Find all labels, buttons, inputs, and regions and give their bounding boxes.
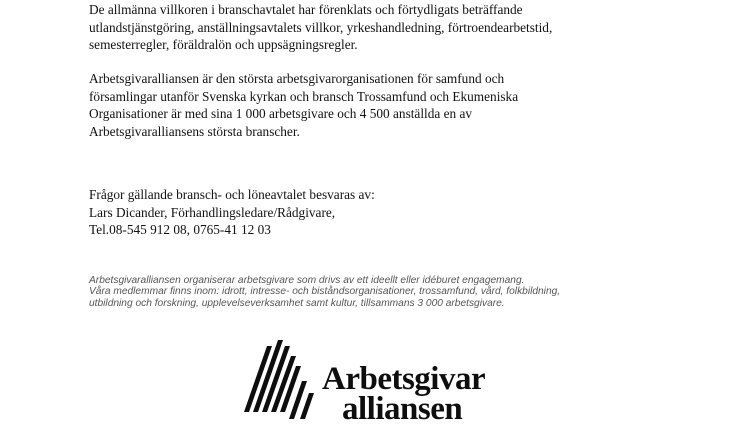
logo-line-2: alliansen xyxy=(342,391,463,427)
footer-line: utbildning och forskning, upplevelseverksamhet samt kultur, tillsammans 3 000 arbetsgivare. xyxy=(89,297,505,309)
text-line: semesterregler, föräldralön och uppsägningsregler. xyxy=(89,37,358,53)
footer-note xyxy=(89,275,709,309)
about-paragraph xyxy=(89,70,709,140)
text-line: Organisationer är med sina 1 000 arbetsgivare och 4 500 anställda en av xyxy=(89,106,473,122)
text-line: Arbetsgivaralliansens största branscher. xyxy=(89,123,300,139)
text-line: församlingar utanför Svenska kyrkan och bransch Trossamfund och Ekumeniska xyxy=(89,88,519,104)
footer-line: Våra medlemmar finns inom: idrott, intresse- och biståndsorganisationer, trossamfund, vård, folkbildning, xyxy=(89,286,561,298)
contact-block xyxy=(89,186,709,239)
logo-stripes-icon xyxy=(244,336,334,419)
contact-person: Lars Dicander, Förhandlingsledare/Rådgivare, xyxy=(89,204,336,220)
contact-heading: Frågor gällande bransch- och löneavtalet besvaras av: xyxy=(89,187,375,202)
text-line: De allmänna villkoren i branschavtalet har förenklats och förtydligats beträffande xyxy=(89,2,523,17)
text-line: utlandstjänstgöring, anställningsavtalets villkor, yrkeshandledning, förtroendearbetstid, xyxy=(89,19,553,35)
arbetsgivaralliansen-logo xyxy=(244,336,514,427)
footer-line: Arbetsgivaralliansen organiserar arbetsgivare som drivs av ett ideellt eller idéburet engagemang. xyxy=(89,275,525,286)
contact-phone: Tel.08-545 912 08, 0765-41 12 03 xyxy=(89,222,271,238)
logo-wordmark xyxy=(322,361,486,427)
text-line: Arbetsgivaralliansen är den största arbetsgivarorganisationen för samfund och xyxy=(89,71,505,86)
logo-line-1: Arbetsgivar xyxy=(322,361,486,397)
intro-paragraph xyxy=(89,1,709,54)
